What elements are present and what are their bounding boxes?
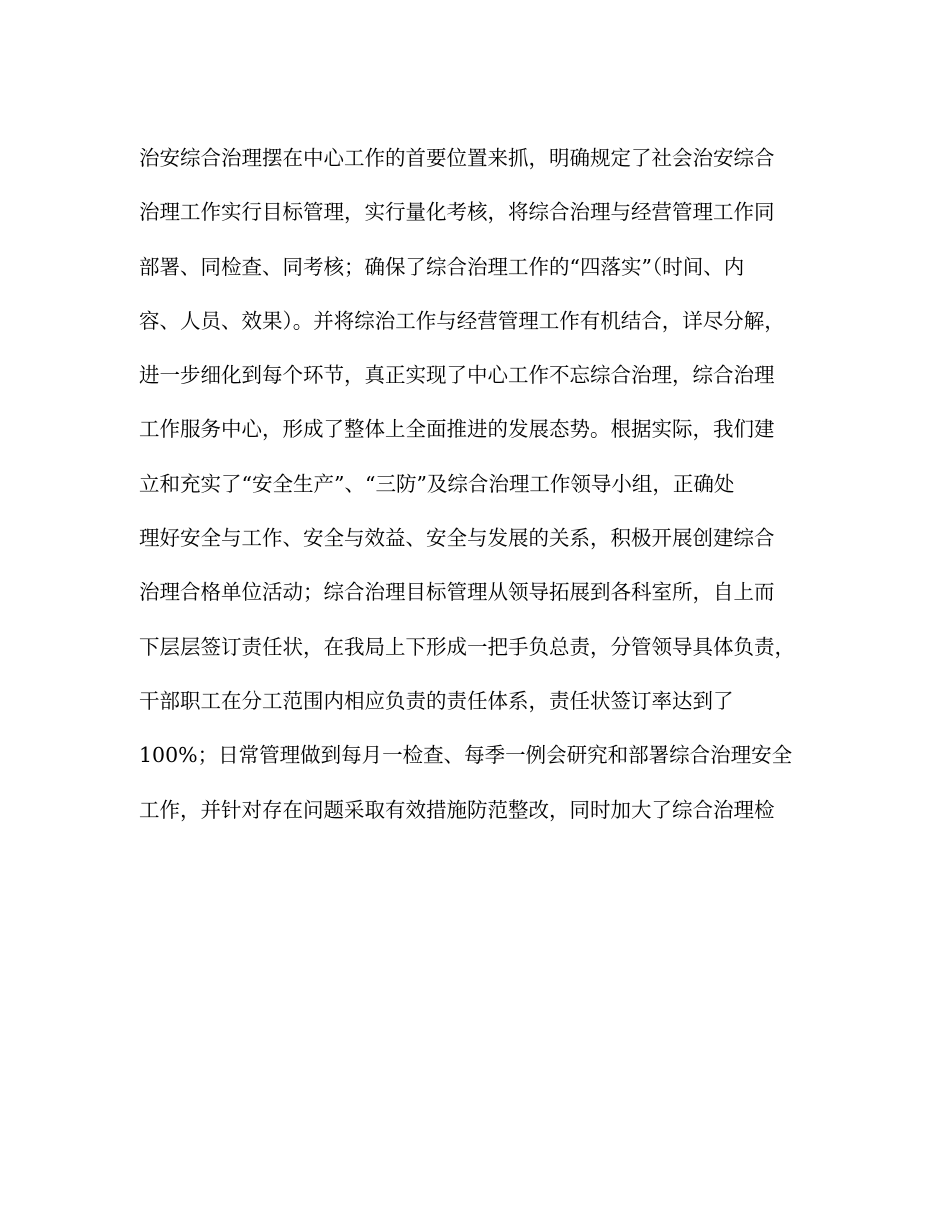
text-line: 100%；日常管理做到每月一检查、每季一例会研究和部署综合治理安全 — [139, 743, 793, 768]
text-line: 部署、同检查、同考核；确保了综合治理工作的“四落实”（时间、内 — [139, 254, 745, 279]
text-line: 容、人员、效果）。并将综治工作与经营管理工作有机结合，详尽分解， — [139, 308, 785, 333]
text-line: 工作服务中心，形成了整体上全面推进的发展态势。根据实际，我们建 — [139, 417, 775, 442]
text-line: 理好安全与工作、安全与效益、安全与发展的关系，积极开展创建综合 — [139, 526, 775, 551]
text-line: 工作，并针对存在问题采取有效措施防范整改，同时加大了综合治理检 — [139, 797, 775, 822]
body-paragraph — [139, 138, 839, 844]
text-line: 立和充实了“安全生产”、“三防”及综合治理工作领导小组，正确处 — [139, 471, 735, 496]
text-line: 治理合格单位活动；综合治理目标管理从领导拓展到各科室所，自上而 — [139, 580, 775, 605]
text-line: 进一步细化到每个环节，真正实现了中心工作不忘综合治理，综合治理 — [139, 363, 775, 388]
text-line: 下层层签订责任状，在我局上下形成一把手负总责，分管领导具体负责， — [139, 634, 795, 659]
text-line: 干部职工在分工范围内相应负责的责任体系，责任状签订率达到了 — [139, 688, 734, 713]
text-line: 治安综合治理摆在中心工作的首要位置来抓，明确规定了社会治安综合 — [139, 146, 775, 170]
text-line: 治理工作实行目标管理，实行量化考核，将综合治理与经营管理工作同 — [139, 200, 775, 225]
